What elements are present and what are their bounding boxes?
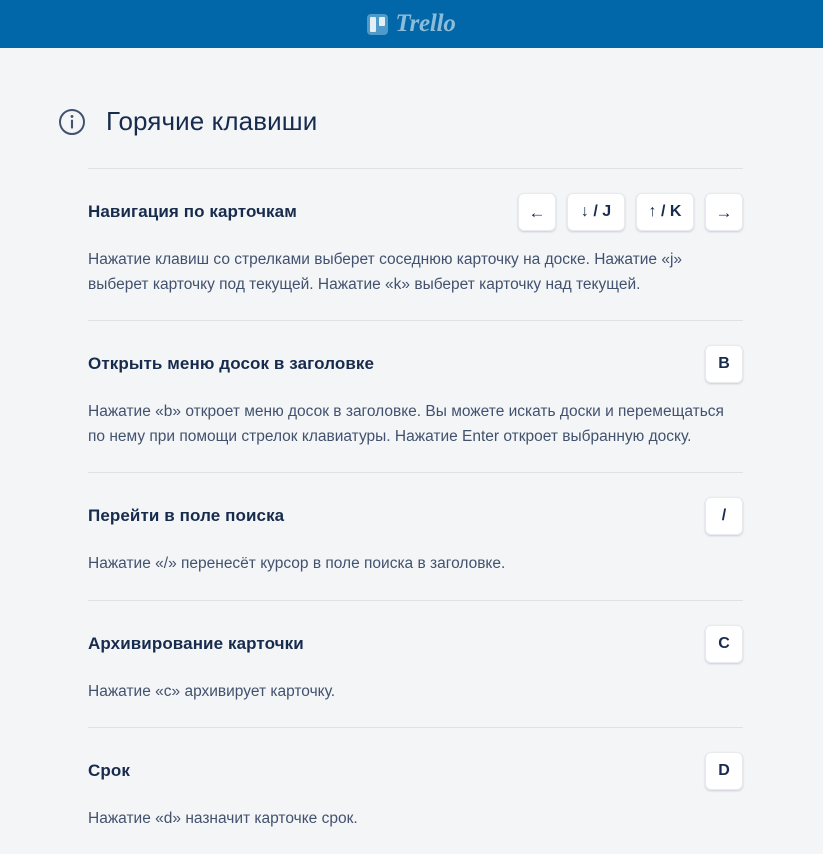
shortcut-title: Архивирование карточки <box>88 633 304 653</box>
app-header <box>0 0 823 48</box>
shortcut-title: Перейти в поле поиска <box>88 506 285 526</box>
page-header <box>40 48 783 137</box>
key-badges <box>518 193 743 231</box>
key-badge-arrow-right[interactable]: → <box>705 193 743 231</box>
shortcut-item <box>88 600 743 727</box>
shortcut-description: Нажатие «c» архивирует карточку. <box>88 682 336 700</box>
shortcut-description: Нажатие «/» перенесёт курсор в поле поиска в заголовке. <box>88 555 506 573</box>
key-badges <box>705 752 743 790</box>
shortcut-header <box>88 345 743 383</box>
shortcut-description: Нажатие клавиш со стрелками выберет соседнюю карточку на доске. Нажатие «j» выберет карточку под текущей. Нажатие «k» выберет карточку над текущей. <box>88 251 683 294</box>
info-circle-icon <box>58 108 86 136</box>
shortcut-header <box>88 752 743 790</box>
shortcut-header <box>88 625 743 663</box>
shortcut-item <box>88 472 743 599</box>
key-badge-slash[interactable]: / <box>705 497 743 535</box>
key-badge-up-k[interactable]: ↑ / K <box>636 193 694 231</box>
shortcut-header <box>88 193 743 231</box>
shortcut-item <box>88 727 743 854</box>
brand-name: Trello <box>395 10 456 37</box>
key-badge-c[interactable]: C <box>705 625 743 663</box>
shortcut-item <box>88 168 743 320</box>
key-badge-down-j[interactable]: ↓ / J <box>567 193 625 231</box>
shortcut-title: Навигация по карточкам <box>88 202 297 221</box>
shortcut-item <box>88 320 743 472</box>
shortcut-title: Срок <box>88 760 130 780</box>
shortcut-title: Открыть меню досок в заголовке <box>88 354 375 374</box>
key-badges <box>705 345 743 383</box>
key-badges <box>705 497 743 535</box>
key-badge-b[interactable]: B <box>705 345 743 383</box>
trello-board-icon <box>367 14 388 35</box>
shortcut-description: Нажатие «d» назначит карточке срок. <box>88 809 358 827</box>
key-badges <box>705 625 743 663</box>
key-badge-d[interactable]: D <box>705 752 743 790</box>
page-title: Горячие клавиши <box>106 106 318 136</box>
shortcuts-list <box>40 168 783 854</box>
key-badge-arrow-left[interactable]: ← <box>518 193 556 231</box>
shortcut-description: Нажатие «b» откроет меню досок в заголовке. Вы можете искать доски и перемещаться по нему при помощи стрелок клавиатуры. Нажатие Enter откроет выбранную доску. <box>88 403 724 446</box>
trello-logo[interactable] <box>367 12 455 36</box>
page-content <box>0 48 823 854</box>
shortcut-header <box>88 497 743 535</box>
